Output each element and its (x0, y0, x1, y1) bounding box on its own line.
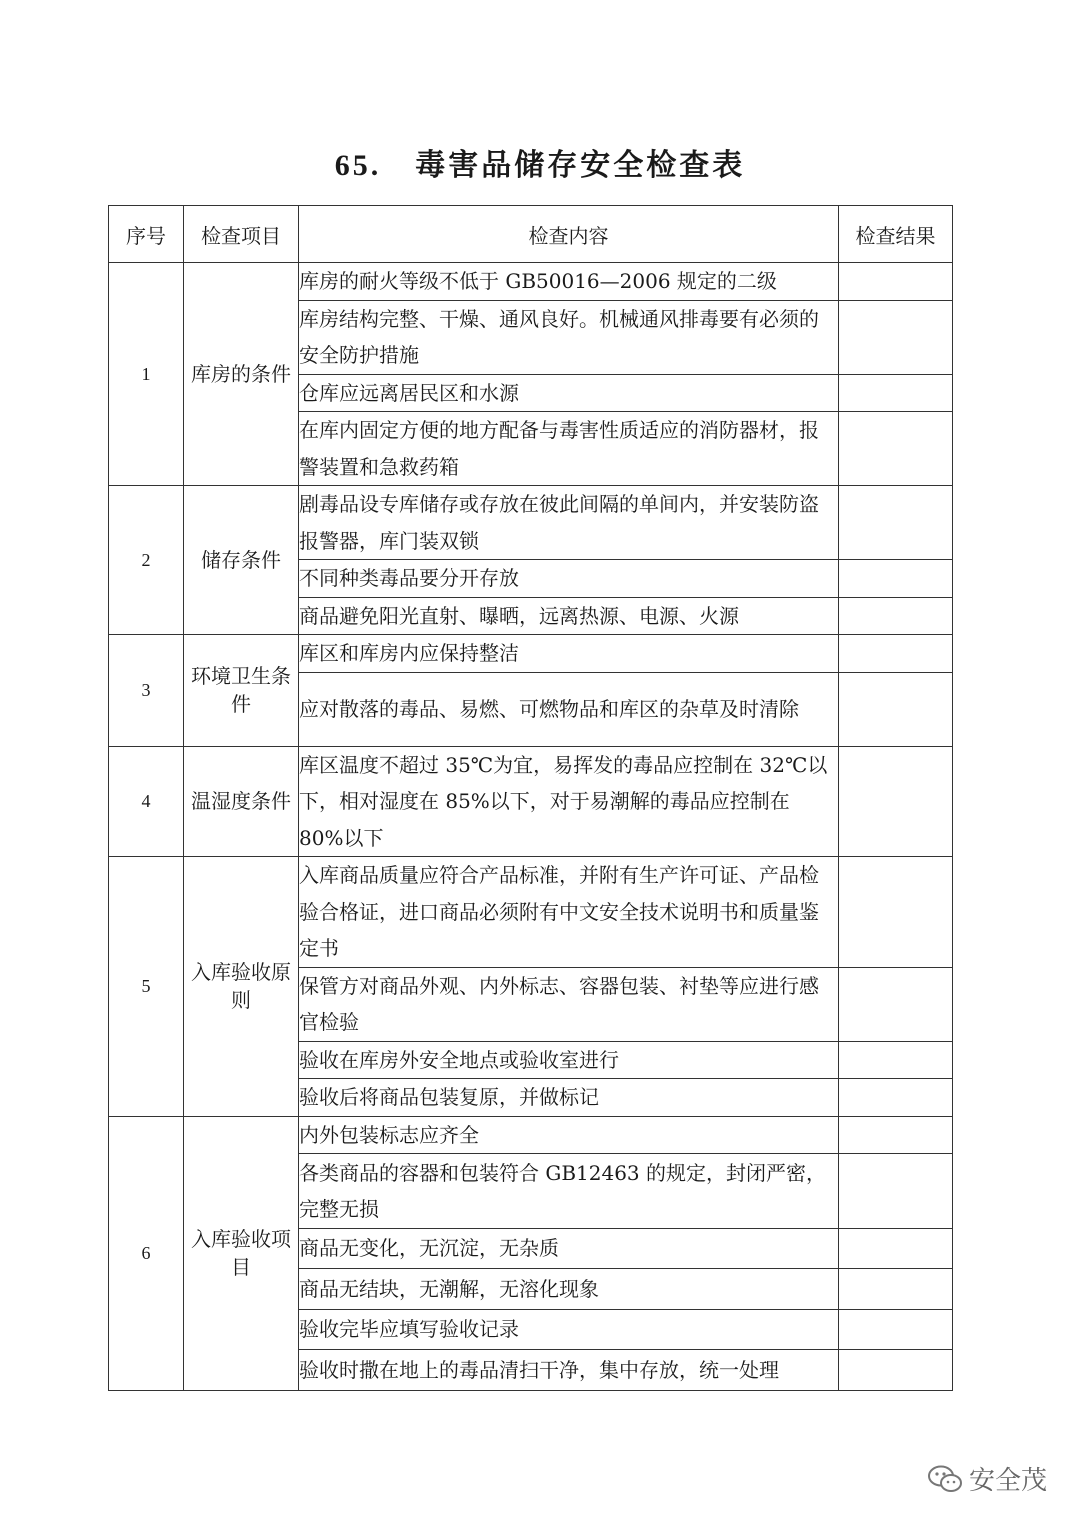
check-content-cell: 在库内固定方便的地方配备与毒害性质适应的消防器材，报警装置和急救药箱 (299, 412, 839, 486)
check-content-cell: 验收时撒在地上的毒品清扫干净，集中存放，统一处理 (299, 1350, 839, 1391)
header-item: 检查项目 (184, 206, 299, 263)
check-result-cell[interactable] (839, 1229, 953, 1269)
check-content-cell: 商品无结块，无潮解，无溶化现象 (299, 1269, 839, 1310)
check-content-cell: 库区和库房内应保持整洁 (299, 635, 839, 673)
check-content-cell: 保管方对商品外观、内外标志、容器包装、衬垫等应进行感官检验 (299, 967, 839, 1041)
check-result-cell[interactable] (839, 412, 953, 486)
check-content-cell: 验收后将商品包装复原，并做标记 (299, 1079, 839, 1117)
check-result-cell[interactable] (839, 300, 953, 374)
header-result: 检查结果 (839, 206, 953, 263)
check-result-cell[interactable] (839, 597, 953, 635)
check-content-cell: 库房结构完整、干燥、通风良好。机械通风排毒要有必须的安全防护措施 (299, 300, 839, 374)
page-title (0, 140, 1080, 184)
check-content-cell: 仓库应远离居民区和水源 (299, 374, 839, 412)
check-result-cell[interactable] (839, 1041, 953, 1079)
check-result-cell[interactable] (839, 1310, 953, 1350)
check-result-cell[interactable] (839, 374, 953, 412)
check-content-cell: 入库商品质量应符合产品标准，并附有生产许可证、产品检验合格证，进口商品必须附有中文安全技术说明书和质量鉴定书 (299, 857, 839, 968)
check-content-cell: 库区温度不超过 35℃为宜，易挥发的毒品应控制在 32℃以下，相对湿度在 85%以下，对于易潮解的毒品应控制在 80%以下 (299, 746, 839, 857)
check-result-cell[interactable] (839, 1269, 953, 1310)
table-row (109, 263, 953, 301)
header-seq: 序号 (109, 206, 184, 263)
check-result-cell[interactable] (839, 560, 953, 598)
seq-cell: 1 (109, 263, 184, 486)
seq-cell: 4 (109, 746, 184, 857)
check-result-cell[interactable] (839, 857, 953, 968)
table-row (109, 1116, 953, 1154)
inspection-table (108, 205, 953, 1391)
title-number: 65. (334, 149, 382, 182)
watermark (927, 1460, 1047, 1497)
check-content-cell: 内外包装标志应齐全 (299, 1116, 839, 1154)
check-item-cell: 储存条件 (184, 486, 299, 635)
check-content-cell: 库房的耐火等级不低于 GB50016—2006 规定的二级 (299, 263, 839, 301)
wechat-icon (927, 1464, 963, 1494)
check-result-cell[interactable] (839, 967, 953, 1041)
seq-cell: 5 (109, 857, 184, 1117)
check-content-cell: 验收在库房外安全地点或验收室进行 (299, 1041, 839, 1079)
check-content-cell: 应对散落的毒品、易燃、可燃物品和库区的杂草及时清除 (299, 672, 839, 746)
check-item-cell: 库房的条件 (184, 263, 299, 486)
table-row (109, 857, 953, 968)
check-content-cell: 各类商品的容器和包装符合 GB12463 的规定，封闭严密，完整无损 (299, 1154, 839, 1229)
check-result-cell[interactable] (839, 746, 953, 857)
check-content-cell: 剧毒品设专库储存或存放在彼此间隔的单间内，并安装防盗报警器，库门装双锁 (299, 486, 839, 560)
check-result-cell[interactable] (839, 486, 953, 560)
check-content-cell: 验收完毕应填写验收记录 (299, 1310, 839, 1350)
table-header-row (109, 206, 953, 263)
seq-cell: 2 (109, 486, 184, 635)
table-row (109, 746, 953, 857)
check-result-cell[interactable] (839, 1154, 953, 1229)
check-content-cell: 商品避免阳光直射、曝晒，远离热源、电源、火源 (299, 597, 839, 635)
check-result-cell[interactable] (839, 1116, 953, 1154)
check-result-cell[interactable] (839, 635, 953, 673)
check-result-cell[interactable] (839, 1350, 953, 1391)
check-content-cell: 不同种类毒品要分开存放 (299, 560, 839, 598)
table-row (109, 486, 953, 560)
header-content: 检查内容 (299, 206, 839, 263)
watermark-text: 安全茂 (969, 1466, 1048, 1496)
check-item-cell: 温湿度条件 (184, 746, 299, 857)
seq-cell: 6 (109, 1116, 184, 1391)
check-item-cell: 入库验收项目 (184, 1116, 299, 1391)
check-content-cell: 商品无变化，无沉淀，无杂质 (299, 1229, 839, 1269)
check-result-cell[interactable] (839, 263, 953, 301)
table-row (109, 635, 953, 673)
check-result-cell[interactable] (839, 672, 953, 746)
title-text: 毒害品储存安全检查表 (415, 148, 746, 183)
check-result-cell[interactable] (839, 1079, 953, 1117)
table-body (109, 263, 953, 1391)
check-item-cell: 入库验收原则 (184, 857, 299, 1117)
seq-cell: 3 (109, 635, 184, 747)
check-item-cell: 环境卫生条件 (184, 635, 299, 747)
